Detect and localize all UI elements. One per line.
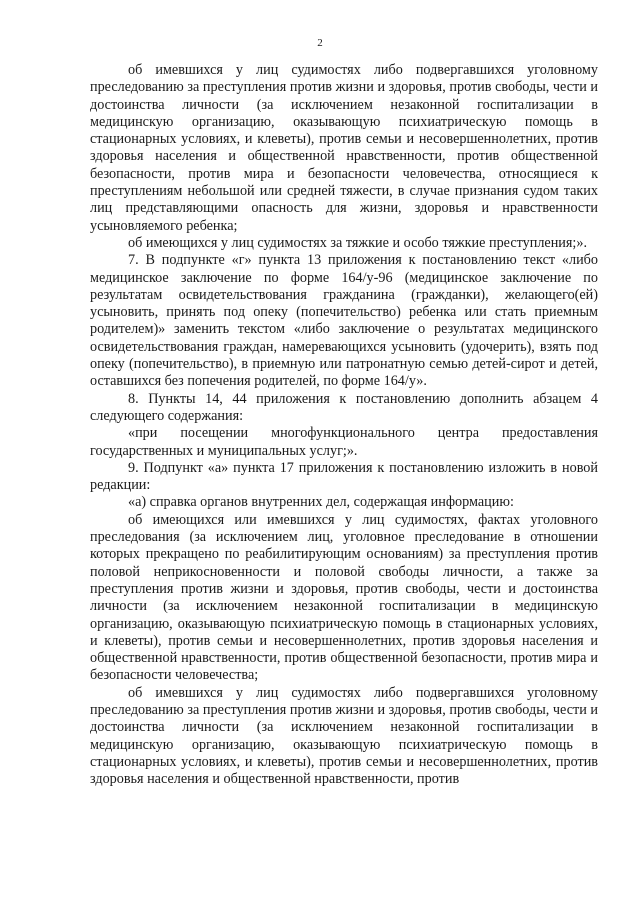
paragraph-grave-crimes: об имеющихся у лиц судимостях за тяжкие и особо тяжкие преступления;». (128, 234, 588, 251)
paragraph-criminal-records-past: об имевшихся у лиц судимостях либо подвергавшихся уголовному преследованию за преступления против жизни и здоровья, против свободы, чести и достоинства личности (за исключением незаконной госпитализации в медицинскую организацию, оказывающую психиатрическую помощь в стационарных условиях, и клеветы), против семьи и несовершеннолетних, против здоровья населения и общественной нравственности, против (90, 684, 598, 788)
document-body (90, 62, 598, 788)
paragraph-item-8: 8. Пункты 14, 44 приложения к постановлению дополнить абзацем 4 следующего содержания: (90, 390, 598, 424)
page-number: 2 (317, 37, 323, 49)
paragraph-item-8-quote: «при посещении многофункционального центра предоставления государственных и муниципальных услуг;». (90, 425, 598, 459)
paragraph-item-7: 7. В подпункте «г» пункта 13 приложения к постановлению текст «либо медицинское заключение по форме 164/у-96 (медицинское заключение по результатам освидетельствования гражданина (гражданки), желающего(ей) усыновить, принять под опеку (попечительство) ребенка или стать приемным родителем)» заменить текстом «либо заключение о результатах медицинского освидетельствования граждан, намеревающихся усыновить (удочерить), взять под опеку (попечительство), в приемную или патронатную семью детей-сирот и детей, оставшихся без попечения родителей, по форме 164/у». (90, 252, 598, 390)
paragraph-criminal-records-existing: об имеющихся или имевшихся у лиц судимостях, фактах уголовного преследования (за исключением лиц, уголовное преследование в отношении которых прекращено по реабилитирующим основаниям) за преступления против половой неприкосновенности и половой свободы личности, а также за преступления против жизни и здоровья, против свободы, чести и достоинства личности (за исключением незаконной госпитализации в медицинскую организацию, оказывающую психиатрическую помощь в стационарных условиях, и клеветы), против семьи и несовершеннолетних, против здоровья населения и общественной нравственности, против общественной безопасности, против мира и безопасности человечества; (90, 511, 598, 684)
paragraph-criminal-record-continuation: об имевшихся у лиц судимостях либо подвергавшихся уголовному преследованию за преступления против жизни и здоровья, против свободы, чести и достоинства личности (за исключением незаконной госпитализации в медицинскую организацию, оказывающую психиатрическую помощь в стационарных условиях, и клеветы), против семьи и несовершеннолетних, против здоровья населения и общественной нравственности, против общественной безопасности, против мира и безопасности человечества, относящиеся к преступлениям небольшой или средней тяжести, в случае признания судом таких лиц представляющими опасность для жизни, здоровья и нравственности усыновляемого ребенка; (90, 62, 598, 234)
paragraph-item-9: 9. Подпункт «а» пункта 17 приложения к постановлению изложить в новой редакции: (90, 459, 598, 494)
paragraph-subitem-a: «а) справка органов внутренних дел, содержащая информацию: (128, 494, 514, 511)
